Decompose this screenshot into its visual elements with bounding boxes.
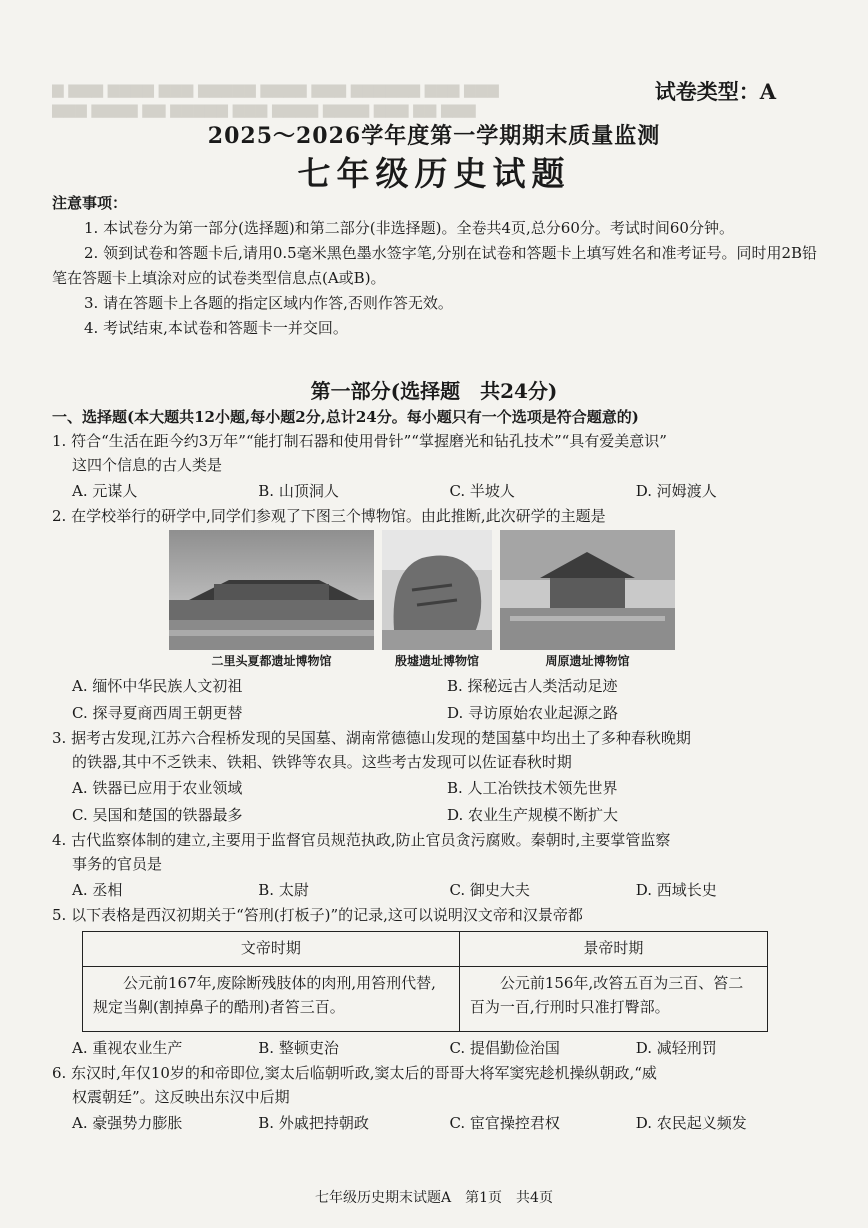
- table-header: 景帝时期: [459, 932, 767, 967]
- options-row: [72, 477, 822, 504]
- question-5: [52, 903, 822, 1061]
- museum-photo-yinxu: [382, 530, 492, 672]
- photo-caption: 殷墟遗址博物馆: [394, 654, 479, 668]
- option-b[interactable]: B. 外戚把持朝政: [258, 1113, 369, 1132]
- table-cell: 公元前167年,废除断残肢体的肉刑,用笞刑代替,规定当劓(割掉鼻子的酷刑)者笞三百。: [83, 967, 460, 1032]
- options-row: [72, 1034, 822, 1061]
- punishment-records-table: [82, 931, 768, 1032]
- bleed-through-text: ▆▆▆ ▆▆▆▆ ▆▆ ▆▆▆▆▆ ▆▆▆ ▆▆▆▆ ▆▆▆▆ ▆▆▆ ▆▆ ▆▆▆: [52, 100, 476, 118]
- option-c[interactable]: C. 提倡勤俭治国: [449, 1038, 560, 1057]
- question-1: [52, 429, 822, 504]
- question-stem: 2. 在学校举行的研学中,同学们参观了下图三个博物馆。由此推断,此次研学的主题是: [52, 507, 606, 525]
- question-stem-cont: 这四个信息的古人类是: [72, 456, 223, 474]
- option-c[interactable]: C. 宦官操控君权: [449, 1113, 560, 1132]
- options-row: [72, 672, 822, 699]
- section-heading: 一、选择题(本大题共12小题,每小题2分,总计24分。每小题只有一个选项是符合题意的): [52, 408, 639, 426]
- photo-caption: 二里头夏都遗址博物馆: [211, 654, 332, 668]
- option-d[interactable]: D. 河姆渡人: [635, 481, 717, 500]
- exam-notes: [52, 191, 822, 341]
- note-item: 4. 考试结束,本试卷和答题卡一并交回。: [84, 319, 348, 337]
- bleed-through-text: ▆ ▆▆▆ ▆▆▆▆ ▆▆▆ ▆▆▆▆▆ ▆▆▆▆ ▆▆▆ ▆▆▆▆▆▆ ▆▆▆ ▆▆▆: [52, 80, 499, 98]
- question-area: [52, 405, 822, 1136]
- museum-photo-erlitou: [169, 530, 374, 672]
- table-cell: 公元前156年,改笞五百为三百、笞二百为一百,行刑时只准打臀部。: [459, 967, 767, 1032]
- question-stem: 6. 东汉时,年仅10岁的和帝即位,窦太后临朝听政,窦太后的哥哥大将军窦宪趁机操纵朝政,“威: [52, 1064, 657, 1082]
- option-c[interactable]: C. 御史大夫: [449, 880, 530, 899]
- option-b[interactable]: B. 人工冶铁技术领先世界: [447, 778, 618, 797]
- option-a[interactable]: A. 元谋人: [72, 481, 138, 500]
- paper-type-label: 试卷类型：A: [654, 79, 776, 104]
- option-d[interactable]: D. 减轻刑罚: [635, 1038, 717, 1057]
- notes-heading: 注意事项：: [52, 194, 128, 212]
- option-a[interactable]: A. 铁器已应用于农业领域: [72, 778, 243, 797]
- option-c[interactable]: C. 吴国和楚国的铁器最多: [72, 805, 243, 824]
- option-b[interactable]: B. 整顿吏治: [258, 1038, 339, 1057]
- erlitou-museum-image: [169, 530, 374, 650]
- question-stem: 5. 以下表格是西汉初期关于“笞刑(打板子)”的记录,这可以说明汉文帝和汉景帝都: [52, 906, 583, 924]
- option-d[interactable]: D. 农业生产规模不断扩大: [447, 805, 619, 824]
- option-a[interactable]: A. 重视农业生产: [72, 1038, 183, 1057]
- photo-caption: 周原遗址博物馆: [545, 654, 630, 668]
- question-stem-cont: 权震朝廷”。这反映出东汉中后期: [72, 1088, 290, 1106]
- question-stem: 4. 古代监察体制的建立,主要用于监督官员规范执政,防止官员贪污腐败。秦朝时,主要掌管监察: [52, 831, 671, 849]
- question-stem: 1. 符合“生活在距今约3万年”“能打制石器和使用骨针”“掌握磨光和钻孔技术”“具有爱美意识”: [52, 432, 667, 450]
- options-row: [72, 699, 822, 726]
- question-stem-cont: 事务的官员是: [72, 855, 163, 873]
- options-row: [72, 801, 822, 828]
- option-c[interactable]: C. 探寻夏商西周王朝更替: [72, 703, 243, 722]
- museum-photo-zhouyuan: [500, 530, 675, 672]
- exam-main-title: 七年级历史试题: [297, 154, 571, 193]
- question-4: [52, 828, 822, 903]
- note-item: 3. 请在答题卡上各题的指定区域内作答,否则作答无效。: [84, 294, 453, 312]
- option-d[interactable]: D. 农民起义频发: [635, 1113, 747, 1132]
- option-a[interactable]: A. 丞相: [72, 880, 123, 899]
- option-c[interactable]: C. 半坡人: [449, 481, 515, 500]
- question-stem: 3. 据考古发现,江苏六合程桥发现的吴国墓、湖南常德德山发现的楚国墓中均出土了多种春秋晚期: [52, 729, 691, 747]
- question-6: [52, 1061, 822, 1136]
- part-one-title: 第一部分(选择题 共24分): [310, 379, 558, 403]
- option-d[interactable]: D. 寻访原始农业起源之路: [447, 703, 619, 722]
- options-row: [72, 1109, 822, 1136]
- options-row: [72, 774, 822, 801]
- page-footer: 七年级历史期末试题A 第1页 共4页: [315, 1190, 553, 1206]
- question-stem-cont: 的铁器,其中不乏铁耒、铁耜、铁铧等农具。这些考古发现可以佐证春秋时期: [72, 753, 572, 771]
- options-row: [72, 876, 822, 903]
- yinxu-museum-image: [382, 530, 492, 650]
- table-header: 文帝时期: [83, 932, 460, 967]
- note-item: 2. 领到试卷和答题卡后,请用0.5毫米黑色墨水签字笔,分别在试卷和答题卡上填写姓名和准考证号。同时用2B铅笔在答题卡上填涂对应的试卷类型信息点(A或B)。: [52, 244, 818, 287]
- question-2: [52, 504, 822, 726]
- option-d[interactable]: D. 西域长史: [635, 880, 717, 899]
- option-b[interactable]: B. 太尉: [258, 880, 309, 899]
- option-b[interactable]: B. 探秘远古人类活动足迹: [447, 676, 618, 695]
- option-a[interactable]: A. 豪强势力膨胀: [72, 1113, 183, 1132]
- exam-year-title: 2025～2026学年度第一学期期末质量监测: [207, 123, 661, 149]
- note-item: 1. 本试卷分为第一部分(选择题)和第二部分(非选择题)。全卷共4页,总分60分。考试时间60分钟。: [84, 219, 734, 237]
- option-a[interactable]: A. 缅怀中华民族人文初祖: [72, 676, 243, 695]
- zhouyuan-museum-image: [500, 530, 675, 650]
- question-3: [52, 726, 822, 828]
- option-b[interactable]: B. 山顶洞人: [258, 481, 339, 500]
- museum-photos: [169, 530, 822, 672]
